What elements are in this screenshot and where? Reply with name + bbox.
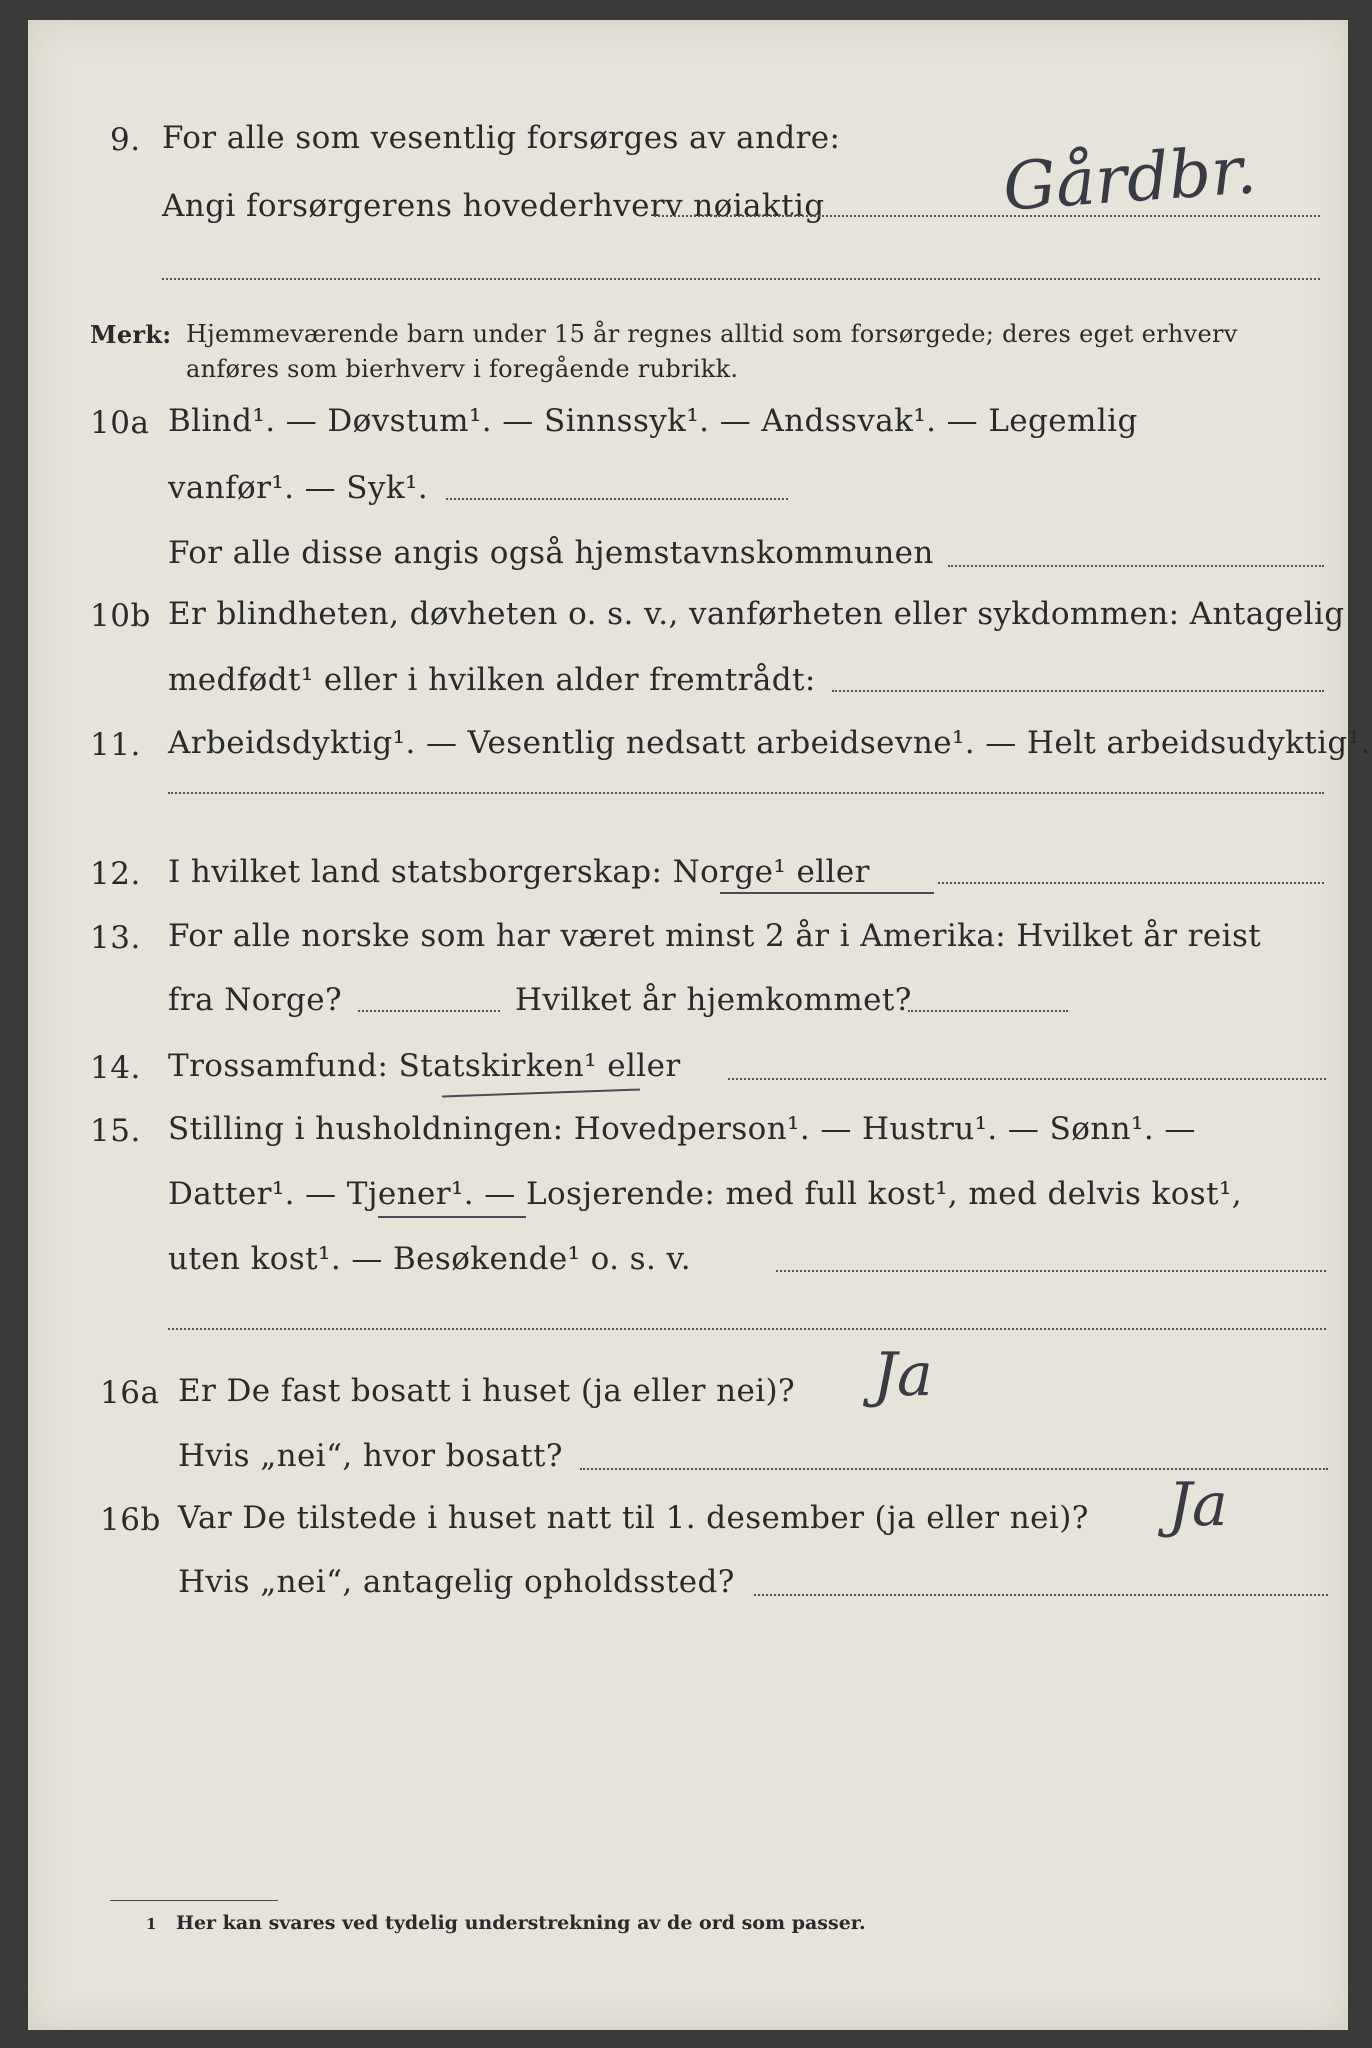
q9-handwritten-answer: Gårdbr. — [1000, 131, 1259, 226]
q9-line2: Angi forsørgerens hovederhverv nøiaktig — [162, 188, 825, 224]
q16b-handwritten-answer: Ja — [1168, 1470, 1228, 1540]
merk-label: Merk: — [90, 320, 172, 349]
q10a-line1: Blind¹. — Døvstum¹. — Sinnssyk¹. — Andssvak¹. — Legemlig — [168, 403, 1138, 439]
q14-line1: Trossamfund: Statskirken¹ eller — [168, 1048, 681, 1084]
q16a-line2: Hvis „nei“, hvor bosatt? — [178, 1438, 563, 1474]
q10b-number: 10b — [90, 598, 151, 634]
q14-answer-line — [728, 1078, 1326, 1080]
q10a-line2: vanfør¹. — Syk¹. — [168, 470, 429, 506]
q16b-opholdssted-line — [754, 1594, 1328, 1596]
census-form-page — [28, 20, 1371, 2030]
q12-line1: I hvilket land statsborgerskap: Norge¹ eller — [168, 854, 870, 890]
q13-line2a: fra Norge? — [168, 982, 343, 1018]
q10a-number: 10a — [90, 405, 150, 441]
q10b-line1: Er blindheten, døvheten o. s. v., vanførheten eller sykdommen: Antagelig — [168, 596, 1345, 632]
q12-norge-underline — [720, 892, 934, 894]
q10a-line3: For alle disse angis også hjemstavnskommunen — [168, 535, 934, 571]
q9-answer-line — [654, 215, 1320, 217]
q16a-number: 16a — [100, 1375, 160, 1411]
q9-number: 9. — [110, 122, 141, 158]
q16b-line2: Hvis „nei“, antagelig opholdssted? — [178, 1564, 735, 1600]
q13-number: 13. — [90, 920, 141, 956]
q15-number: 15. — [90, 1113, 141, 1149]
q11-number: 11. — [90, 727, 141, 763]
q10b-line2: medfødt¹ eller i hvilken alder fremtrådt: — [168, 662, 816, 698]
q13-hjemkommet-line — [908, 1010, 1068, 1012]
q12-answer-line — [938, 882, 1324, 884]
q10b-answer-line — [832, 690, 1324, 692]
q16a-line1: Er De fast bosatt i huset (ja eller nei)? — [178, 1373, 796, 1409]
q15-line3: uten kost¹. — Besøkende¹ o. s. v. — [168, 1241, 691, 1277]
footnote-rule — [110, 1900, 278, 1901]
q16b-number: 16b — [100, 1502, 161, 1538]
q9-line1: For alle som vesentlig forsørges av andre: — [162, 120, 841, 156]
q13-line1: For alle norske som har været minst 2 år i Amerika: Hvilket år reist — [168, 918, 1262, 954]
q13-line2b: Hvilket år hjemkommet? — [515, 982, 912, 1018]
merk-line1: Hjemmeværende barn under 15 år regnes alltid som forsørgede; deres eget erhverv — [186, 320, 1238, 348]
q15-answer-line — [776, 1270, 1326, 1272]
q16b-line1: Var De tilstede i huset natt til 1. desember (ja eller nei)? — [178, 1500, 1089, 1536]
q14-number: 14. — [90, 1050, 141, 1086]
q15-line1: Stilling i husholdningen: Hovedperson¹. — Hustru¹. — Sønn¹. — — [168, 1111, 1196, 1147]
footnote-text: Her kan svares ved tydelig understrekning av de ord som passer. — [176, 1912, 866, 1934]
q15-line2: Datter¹. — Tjener¹. — Losjerende: med full kost¹, med delvis kost¹, — [168, 1176, 1243, 1212]
footnote-mark: 1 — [146, 1915, 157, 1933]
merk-line2: anføres som bierhverv i foregående rubrikk. — [186, 355, 739, 383]
q15-extra-line — [168, 1328, 1326, 1330]
q11-answer-line — [168, 792, 1324, 794]
q13-reist-line — [358, 1010, 500, 1012]
q10a-hjemstavn-line — [948, 565, 1324, 567]
q15-tjener-underline — [378, 1216, 526, 1218]
q16a-handwritten-answer: Ja — [873, 1340, 933, 1410]
q14-statskirken-underline — [442, 1089, 640, 1098]
q10a-syk-line — [446, 498, 788, 500]
q12-number: 12. — [90, 856, 141, 892]
q11-line1: Arbeidsdyktig¹. — Vesentlig nedsatt arbeidsevne¹. — Helt arbeidsudyktig¹. — [168, 725, 1371, 761]
q9-extra-line — [162, 278, 1320, 280]
